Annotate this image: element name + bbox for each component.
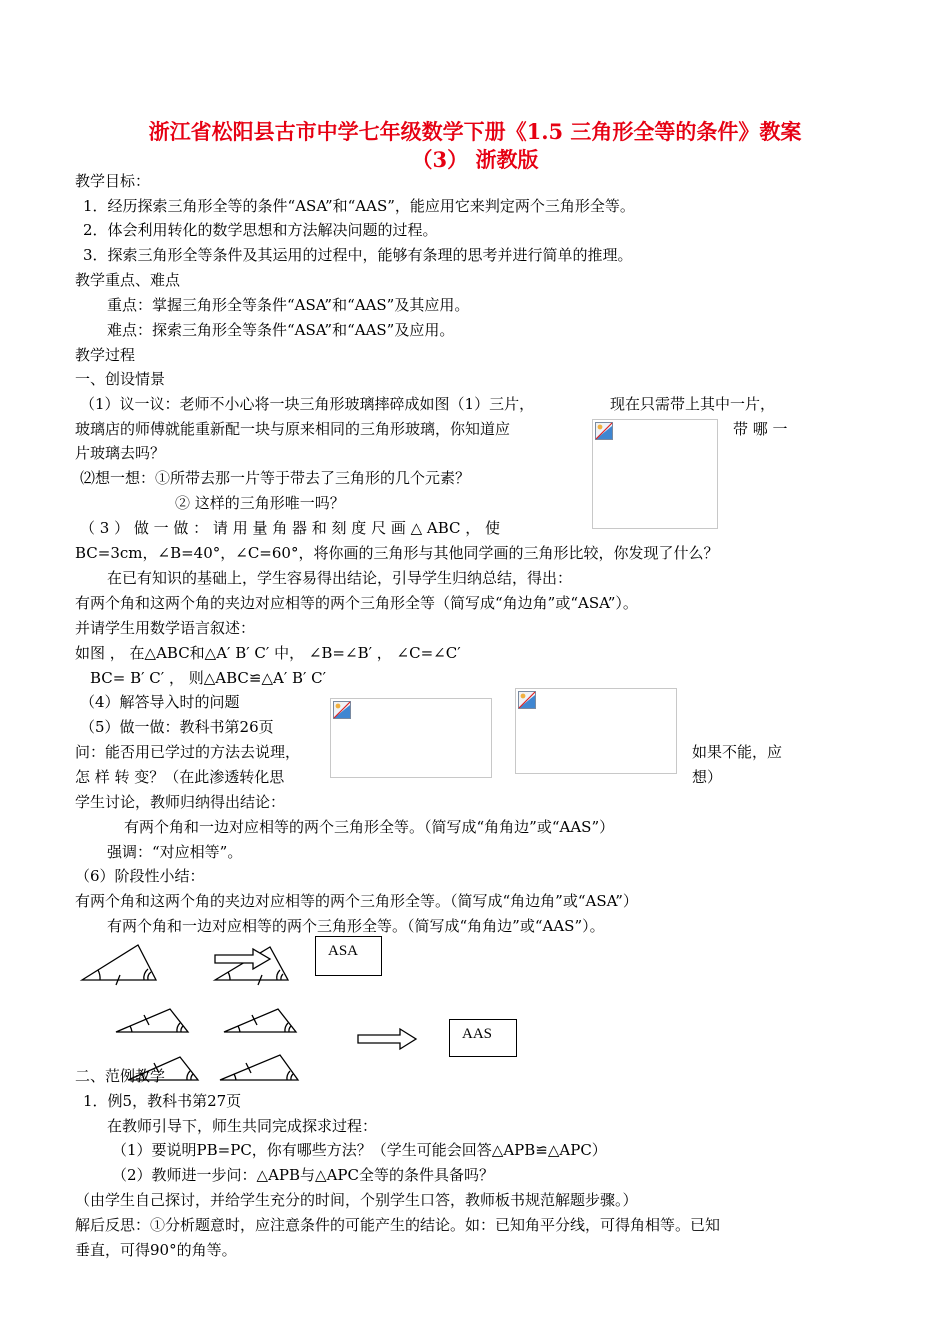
triangle-aas-1 <box>116 1009 188 1032</box>
text-line: 重点：掌握三角形全等条件“ASA”和“AAS”及其应用。 <box>107 296 470 314</box>
triangle-aas-4 <box>220 1055 298 1080</box>
image-placeholder <box>515 688 677 774</box>
text-line: 在教师引导下，师生共同完成探求过程： <box>107 1117 378 1135</box>
text-line: （1）要说明PB=PC，你有哪些方法？（学生可能会回答△APB≌△APC） <box>112 1141 607 1159</box>
text-line: 有两个角和一边对应相等的两个三角形全等。（简写成“角角边”或“AAS”）。 <box>107 917 605 935</box>
text-line: 怎 样 转 变？（在此渗透转化思 <box>75 768 285 786</box>
triangle-asa-1 <box>82 945 156 985</box>
asa-label: ASA <box>328 943 359 959</box>
text-line: ② 这样的三角形唯一吗？ <box>175 494 345 512</box>
text-line: 二、范例教学 <box>75 1067 166 1085</box>
text-line: BC=3cm，∠B=40°，∠C=60°，将你画的三角形与其他同学画的三角形比较，你发现了什么？ <box>75 544 719 562</box>
text-line: 一、创设情景 <box>75 370 166 388</box>
text-line: 如果不能，应 <box>692 743 783 761</box>
text-line: 垂直，可得90°的角等。 <box>75 1241 237 1259</box>
text-line: 1．例5，教科书第27页 <box>83 1092 242 1110</box>
triangle-diagram <box>70 935 550 1085</box>
text-line: 强调：“对应相等”。 <box>107 843 243 861</box>
text-line: 有两个角和一边对应相等的两个三角形全等。（简写成“角角边”或“AAS”） <box>124 818 615 836</box>
text-line: 3．探索三角形全等条件及其运用的过程中，能够有条理的思考并进行简单的推理。 <box>83 246 633 264</box>
text-line: 现在只需带上其中一片， <box>610 395 776 413</box>
text-line: 带 哪 一 <box>733 420 788 438</box>
text-line: （ 3 ） 做 一 做 ： 请 用 量 角 器 和 刻 度 尺 画 △ ABC ， 使 <box>80 519 501 537</box>
text-line: （6）阶段性小结： <box>75 867 205 885</box>
broken-image-icon <box>595 422 613 440</box>
document-subtitle: （3） 浙教版 <box>411 147 539 172</box>
aas-label: AAS <box>462 1026 493 1042</box>
text-line: 有两个角和这两个角的夹边对应相等的两个三角形全等（简写成“角边角”或“ASA”）。 <box>75 594 638 612</box>
text-line: 在已有知识的基础上，学生容易得出结论，引导学生归纳总结，得出： <box>107 569 573 587</box>
broken-image-icon <box>333 701 351 719</box>
text-line: （由学生自己探讨，并给学生充分的时间，个别学生口答，教师板书规范解题步骤。） <box>75 1191 638 1209</box>
text-line: （4）解答导入时的问题 <box>80 693 240 711</box>
text-line: 教学过程 <box>75 346 136 364</box>
text-line: 1．经历探索三角形全等的条件“ASA”和“AAS”，能应用它来判定两个三角形全等。 <box>83 197 635 215</box>
text-line: 玻璃店的师傅就能重新配一块与原来相同的三角形玻璃，你知道应 <box>75 420 511 438</box>
text-line: 问：能否用已学过的方法去说理， <box>75 743 301 761</box>
text-line: 并请学生用数学语言叙述： <box>75 619 256 637</box>
text-line: 难点：探索三角形全等条件“ASA”和“AAS”及应用。 <box>107 321 455 339</box>
text-line: 片玻璃去吗？ <box>75 444 166 462</box>
image-placeholder <box>330 698 492 778</box>
text-line: 2．体会利用转化的数学思想和方法解决问题的过程。 <box>83 221 438 239</box>
aas-label-box <box>449 1019 517 1057</box>
text-line: （1）议一议：老师不小心将一块三角形玻璃摔碎成如图（1）三片， <box>80 395 535 413</box>
triangle-asa-2 <box>215 947 288 985</box>
image-placeholder <box>592 419 718 529</box>
text-line: ⑵想一想：①所带去那一片等于带去了三角形的几个元素？ <box>80 469 471 487</box>
text-line: 如图 ， 在△ABC和△A′ B′ C′ 中， ∠B=∠B′ ， ∠C=∠C′ <box>75 644 461 662</box>
document-title: 浙江省松阳县古市中学七年级数学下册《1.5 三角形全等的条件》教案 <box>148 119 802 144</box>
text-line: 解后反思：①分析题意时，应注意条件的可能产生的结论。如：已知角平分线，可得角相等。已知 <box>75 1216 721 1234</box>
triangle-aas-2 <box>224 1009 296 1032</box>
broken-image-icon <box>518 691 536 709</box>
text-line: 学生讨论，教师归纳得出结论： <box>75 793 286 811</box>
text-line: 有两个角和这两个角的夹边对应相等的两个三角形全等。（简写成“角边角”或“ASA”） <box>75 892 638 910</box>
text-line: BC= B′ C′ ， 则△ABC≌△A′ B′ C′ <box>90 669 327 687</box>
text-line: 教学重点、难点 <box>75 271 181 289</box>
asa-label-box <box>315 936 382 976</box>
arrow-right-icon <box>358 1029 416 1049</box>
text-line: （5）做一做：教科书第26页 <box>80 718 274 736</box>
triangle-aas-3 <box>128 1057 198 1080</box>
text-line: （2）教师进一步问：△APB与△APC全等的条件具备吗？ <box>112 1166 494 1184</box>
text-line: 想） <box>692 768 723 786</box>
text-line: 教学目标： <box>75 172 151 190</box>
